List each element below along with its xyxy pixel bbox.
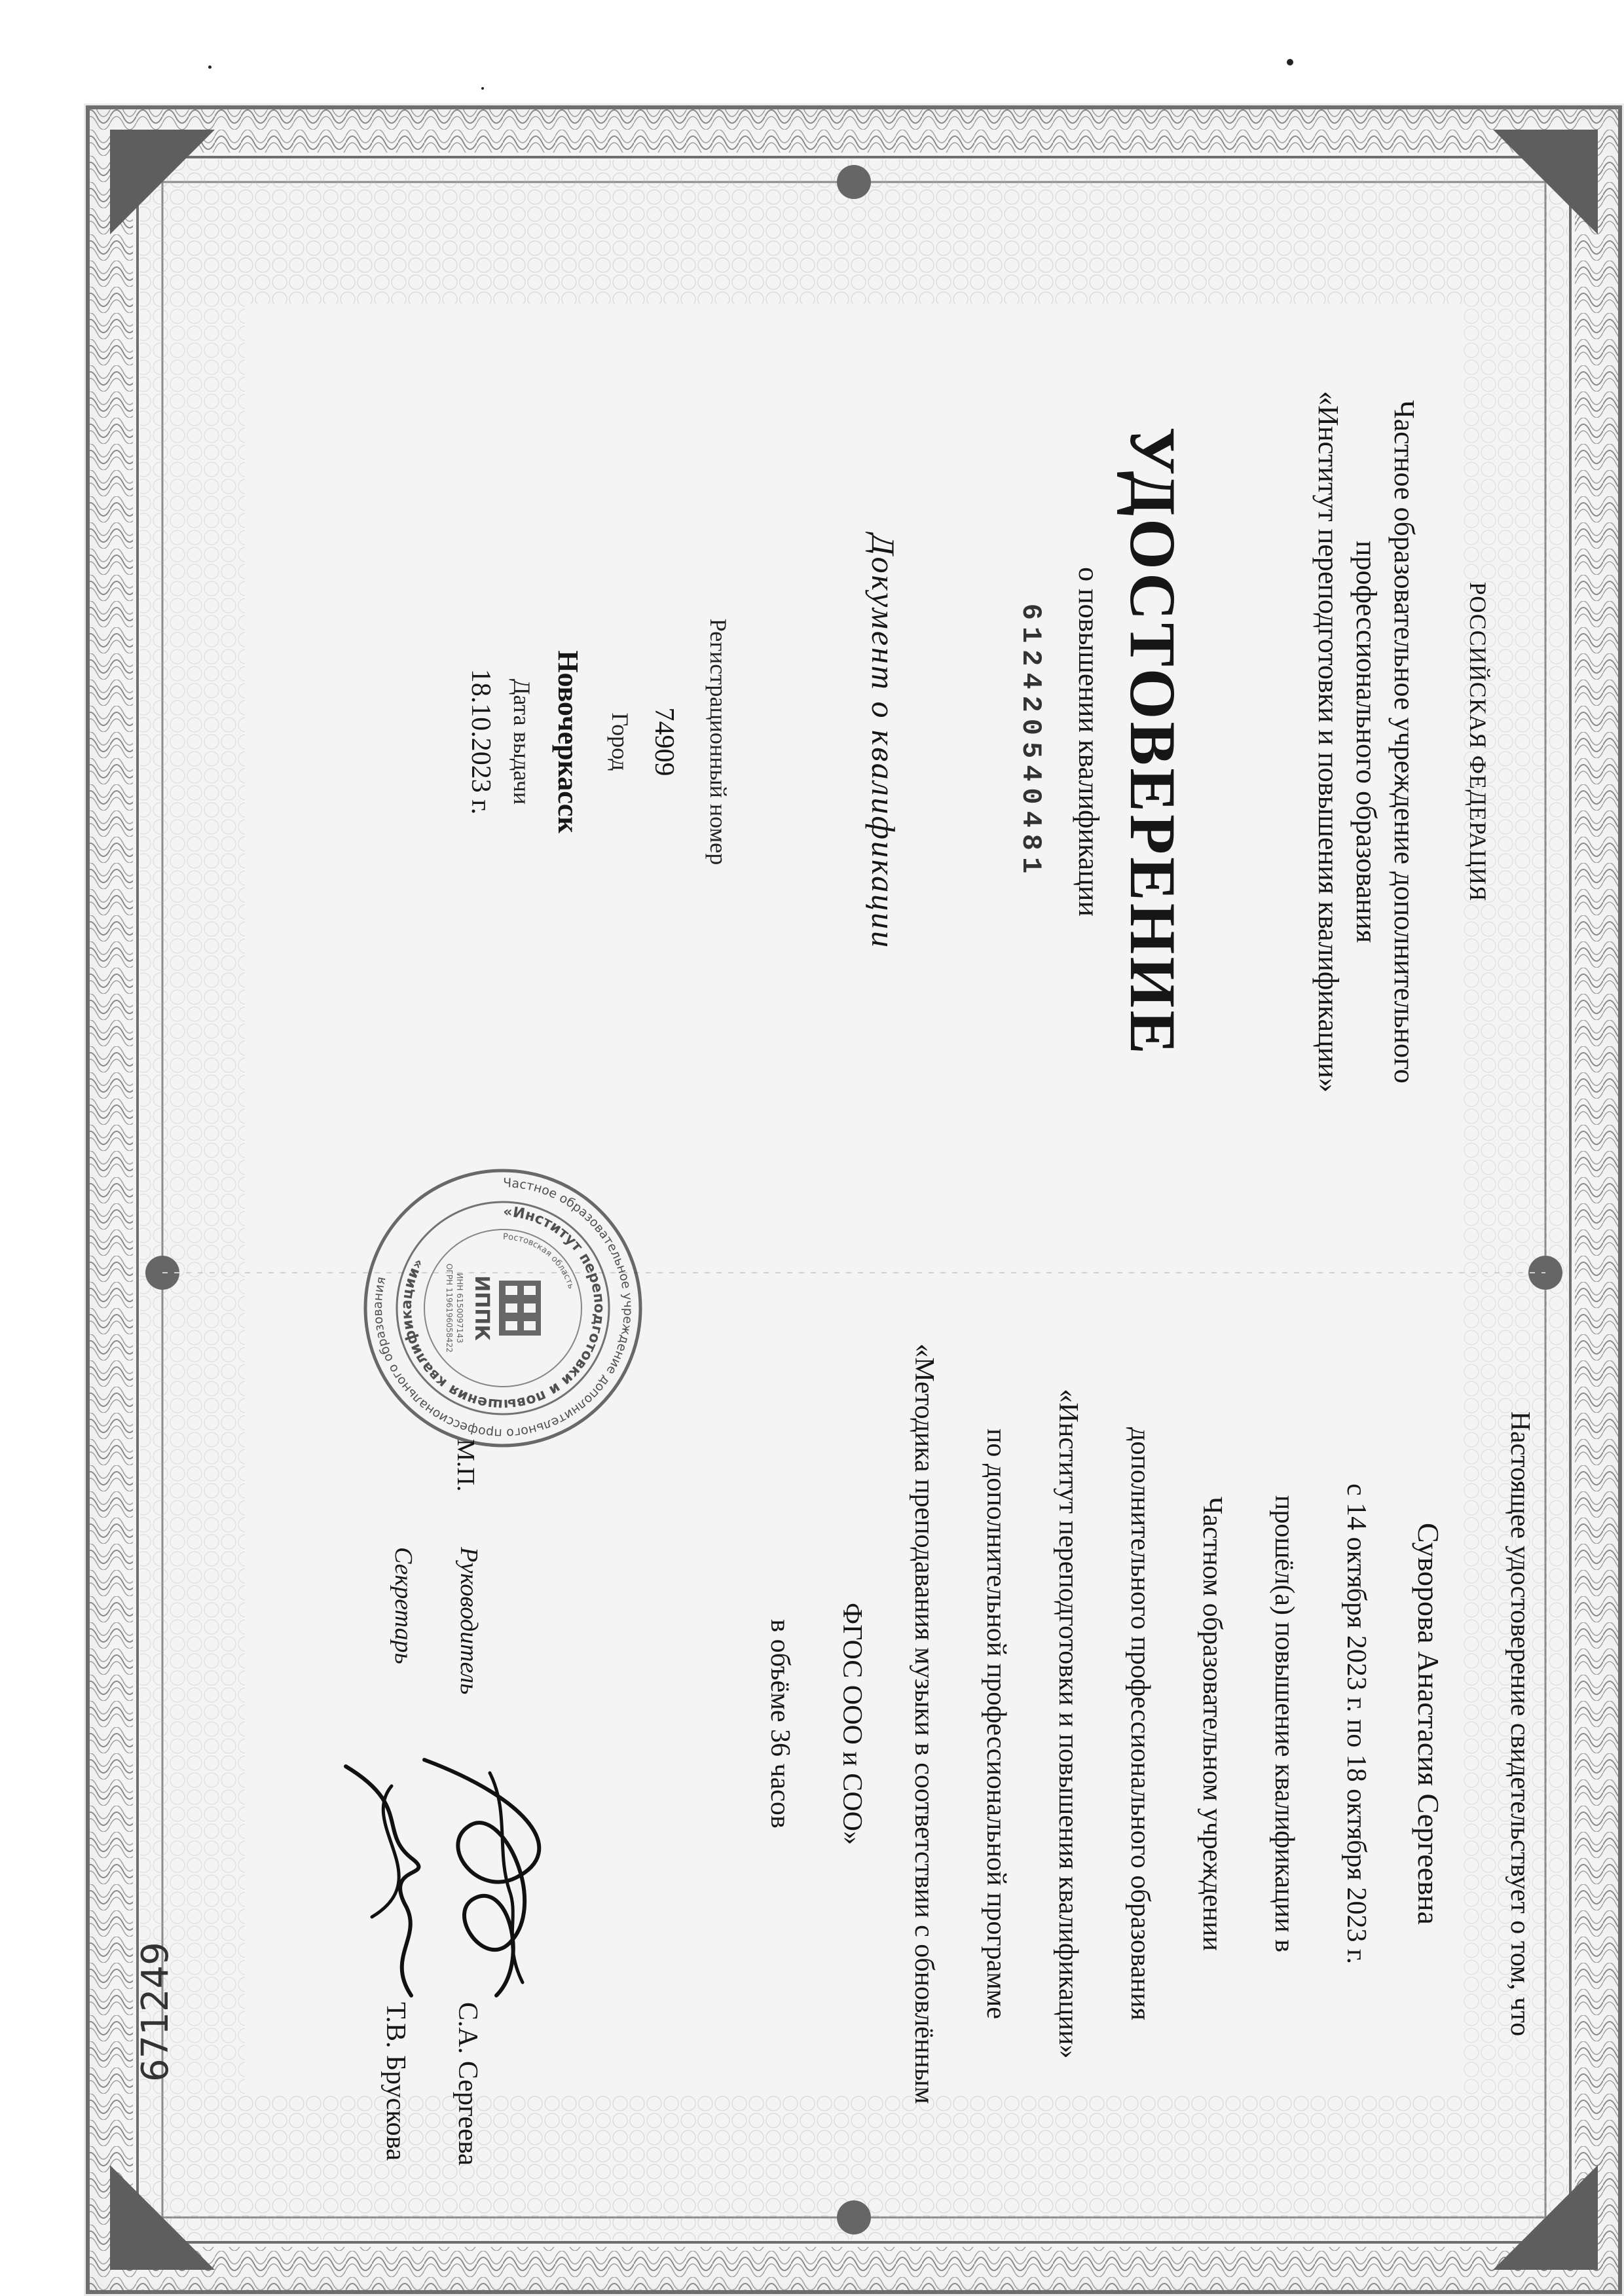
head-role: Руководитель <box>455 1547 483 1695</box>
stamp-inner-text: «Институт переподготовки и повышения квалификации» <box>398 1203 608 1413</box>
secretary-role: Секретарь <box>390 1547 417 1664</box>
document-title: УДОСТОВЕРЕНИЕ <box>1116 427 1189 1057</box>
program-name-line-1: «Методика преподавания музыки в соответствии с обновлённым <box>909 1343 939 2104</box>
left-page <box>280 234 1590 1249</box>
stamp-mark: М.П. <box>452 1439 479 1492</box>
city-label: Город <box>607 712 633 771</box>
person-name: Суворова Анастасия Сергеевна <box>1412 1523 1445 1925</box>
country-label: РОССИЙСКАЯ ФЕДЕРАЦИЯ <box>1465 581 1491 902</box>
head-name: С.А. Сергеева <box>452 2002 483 2166</box>
issue-date-label: Дата выдачи <box>509 678 535 805</box>
serial-number: 612420540481 <box>1015 603 1046 881</box>
program-name-line-2: ФГОС ООО и СОО» <box>837 1603 867 1845</box>
stamp-inn: ИНН 6150097143 <box>455 1273 464 1343</box>
rotated-content <box>280 234 1590 2198</box>
stamp-ogrn: ОГРН 1196196058422 <box>445 1263 454 1353</box>
stamp-center-label: ИППК <box>470 1275 493 1341</box>
handwritten-page-number: 671249 <box>134 1942 177 2082</box>
intro-text: Настоящее удостоверение свидетельствует о том, что <box>1505 1411 1535 2037</box>
scan-speck <box>481 87 484 90</box>
org-line-2: профессионального образования <box>1350 540 1382 943</box>
scan-speck <box>208 65 212 69</box>
stamp-outer-text: Частное образовательное учреждение дополнительного профессионального образования <box>370 1175 636 1441</box>
city-value: Новочеркасск <box>552 650 584 833</box>
issue-date: 18.10.2023 г. <box>466 668 496 815</box>
right-org-line-2: дополнительного профессионального образования <box>1125 1427 1155 2020</box>
signatures-icon <box>333 1747 608 2022</box>
org-line-1: Частное образовательное учреждение дополнительного <box>1388 400 1420 1084</box>
registration-number: 74909 <box>649 707 679 776</box>
training-period: с 14 октября 2023 г. по 18 октября 2023 г. <box>1341 1484 1371 1964</box>
organization-stamp <box>359 1164 647 1452</box>
program-intro: по дополнительной профессиональной программе <box>981 1428 1011 2020</box>
document-type: Документ о квалификации <box>865 534 902 950</box>
right-org-line-3: «Институт переподготовки и повышения квалификации» <box>1053 1389 1083 2059</box>
scan-speck <box>1287 59 1293 65</box>
program-volume: в объёме 36 часов <box>765 1619 795 1829</box>
right-org-line-1: Частном образовательном учреждении <box>1197 1497 1227 1951</box>
right-page <box>280 1175 1590 2198</box>
stamp-region-text: Ростовская область <box>502 1231 576 1290</box>
registration-label: Регистрационный номер <box>705 618 731 866</box>
org-line-3: «Институт переподготовки и повышения квалификации» <box>1312 391 1344 1093</box>
document-subtitle: о повышении квалификации <box>1073 567 1105 917</box>
stamp-emblem-icon <box>499 1281 541 1336</box>
passed-text: прошёл(а) повышение квалификации в <box>1269 1495 1299 1953</box>
secretary-name: Т.В. Брускова <box>380 2002 411 2161</box>
certificate-sheet <box>84 103 1624 2296</box>
